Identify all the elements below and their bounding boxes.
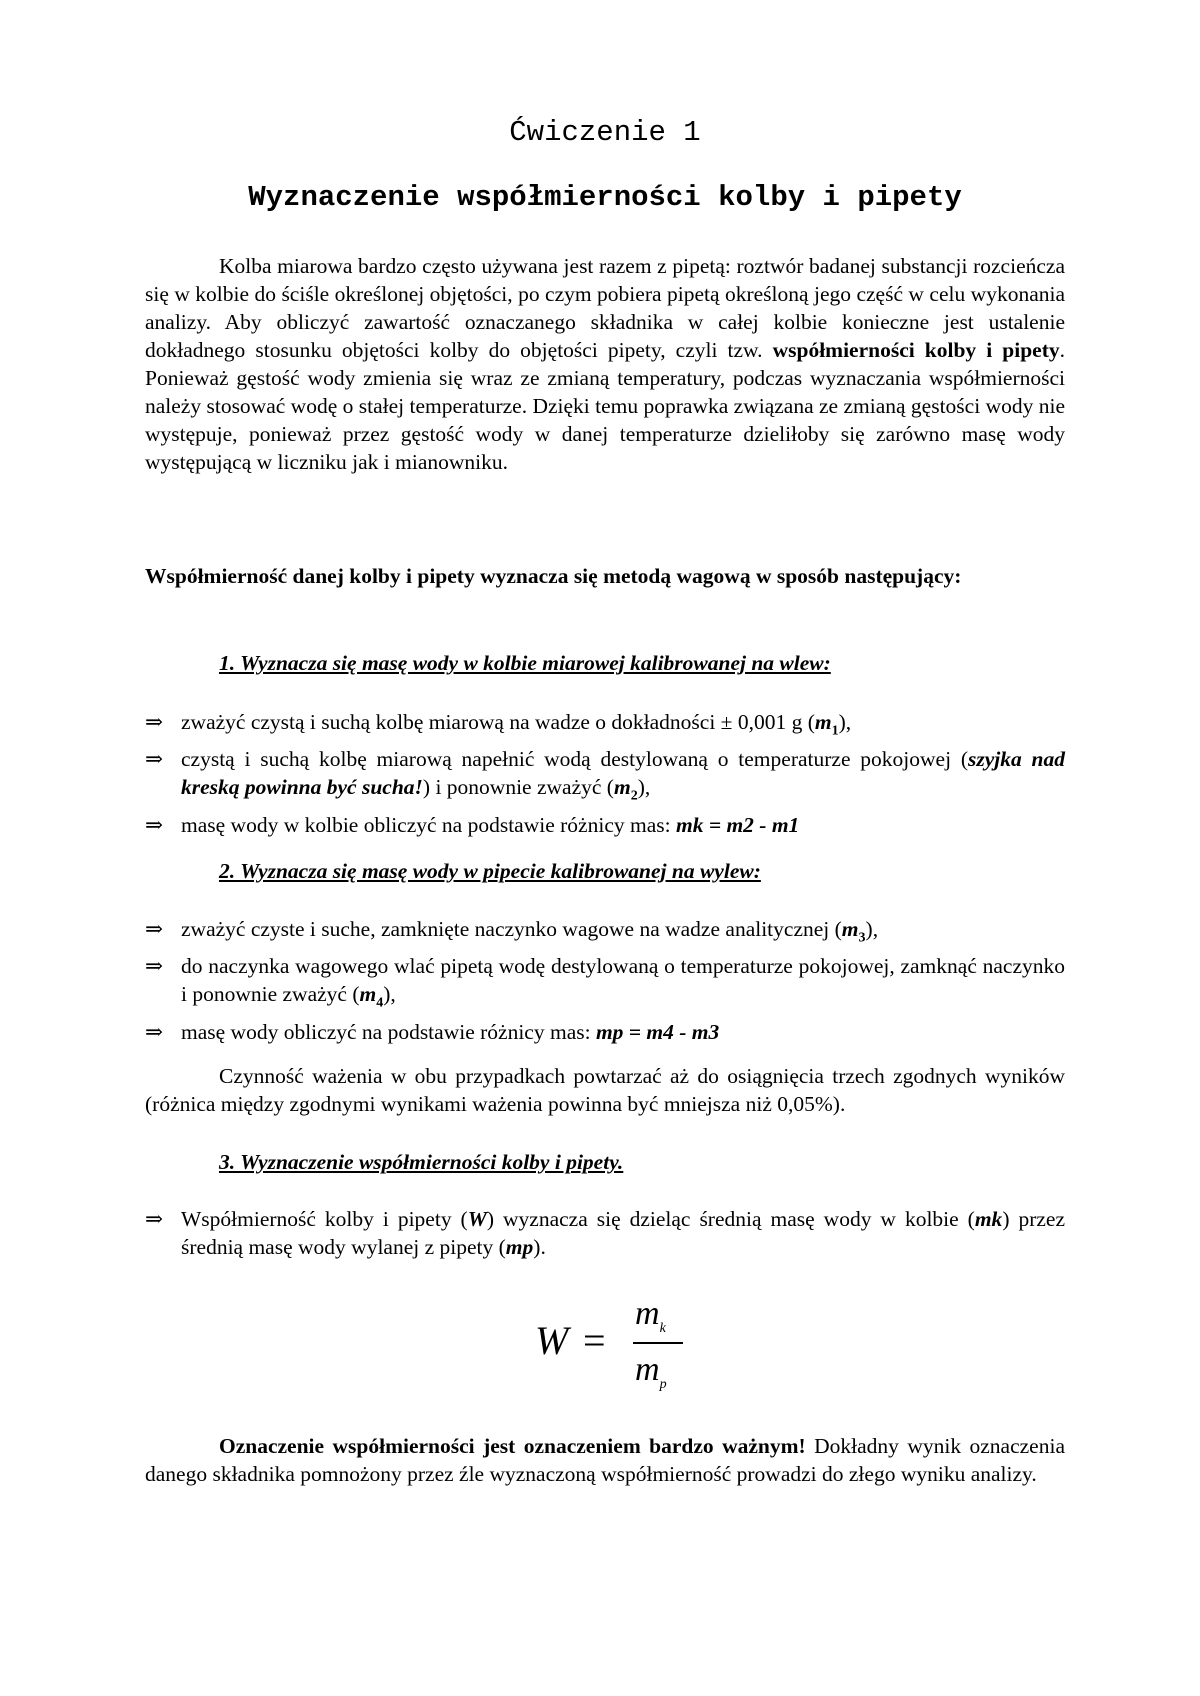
step1-list [145,708,1065,839]
list-item: ⇒ czystą i suchą kolbę miarową napełnić wodą destylowaną o temperaturze pokojowej (szyjka nad kreską powinna być sucha!) i ponownie zważyć $(m_2)$, [145,747,1065,804]
arrow-icon: ⇒ [145,812,164,837]
step2-title: 2. Wyznacza się masę wody w pipecie kalibrowanej na wylew: [219,859,761,883]
exercise-subtitle: Wyznaczenie współmierności kolby i pipety [248,181,962,214]
list-item: ⇒ zważyć czystą i suchą kolbę miarową na wadze o dokładności ± 0,001 g $(m_1)$, [145,710,852,739]
formula-equals: = [583,1318,606,1363]
arrow-icon: ⇒ [145,1019,164,1044]
list-item: ⇒ zważyć czyste i suche, zamknięte naczynko wagowe na wadze analitycznej $(m_3)$, [145,917,879,946]
formula-denominator: $m_p$ [635,1351,667,1392]
formula-numerator: $m_k$ [635,1295,666,1336]
list-item: ⇒ Współmierność kolby i pipety (W) wyznacza się dzieląc średnią masę wody w kolbie (mk) przez średnią masę wody wylanej z pipety (mp). [145,1207,1065,1259]
arrow-icon: ⇒ [145,917,164,941]
intro-paragraph: Kolba miarowa bardzo często używana jest razem z pipetą: roztwór badanej substancji rozcieńcza się w kolbie do ściśle określonej objętości, po czym pobiera pipetą określoną jego część w celu wykonania analizy. Aby obliczyć zawartość oznaczanego składnika w całej kolbie konieczne jest ustalenie dokładnego stosunku objętości kolby do objętości pipety, czyli tzw. współmierności kolby i pipety. Ponieważ gęstość wody zmienia się wraz ze zmianą temperatury, podczas wyznaczania współmierności należy stosować wodę o stałej temperaturze. Dzięki temu poprawka związana ze zmianą gęstości wody nie występuje, ponieważ przez gęstość wody w danej temperaturze dzieliłoby się zarówno masę wody występującą w liczniku jak i mianowniku. [145,254,1065,474]
conclusion-paragraph: Oznaczenie współmierności jest oznaczeniem bardzo ważnym! Dokładny wynik oznaczenia danego składnika pomnożony przez źle wyznaczoną współmierność prowadzi do złego wyniku analizy. [145,1434,1065,1486]
step3-list [145,1205,1065,1261]
arrow-icon: ⇒ [145,710,164,734]
step2-list [145,915,1065,1046]
step3-title: 3. Wyznaczenie współmierności kolby i pipety. [219,1150,624,1174]
fraction-bar [633,1342,683,1344]
list-item: ⇒ do naczynka wagowego wlać pipetą wodę destylowaną o temperaturze pokojowej, zamknąć naczynko i ponownie zważyć $(m_4)$, [145,954,1065,1011]
conclusion-bold: Oznaczenie współmierności jest oznaczeniem bardzo ważnym! [219,1434,806,1458]
exercise-title: Ćwiczenie 1 [509,116,701,149]
arrow-icon: ⇒ [145,954,164,979]
weighing-note: Czynność ważenia w obu przypadkach powtarzać aż do osiągnięcia trzech zgodnych wyników (różnica między zgodnymi wynikami ważenia powinna być mniejsza niż 0,05%). [145,1064,1065,1116]
formula-lhs: W [535,1318,569,1363]
list-item: ⇒ masę wody w kolbie obliczyć na podstawie różnicy mas: mk = m2 - m1 [145,812,800,837]
arrow-icon: ⇒ [145,747,164,772]
ratio-formula [535,1295,735,1405]
method-heading: Współmierność danej kolby i pipety wyznacza się metodą wagową w sposób następujący: [145,564,962,588]
list-item: ⇒ masę wody obliczyć na podstawie różnicy mas: mp = m4 - m3 [145,1019,720,1044]
arrow-icon: ⇒ [145,1207,164,1231]
step1-title: 1. Wyznacza się masę wody w kolbie miarowej kalibrowanej na wlew: [219,651,831,675]
intro-bold-term: współmierności kolby i pipety [772,338,1060,362]
